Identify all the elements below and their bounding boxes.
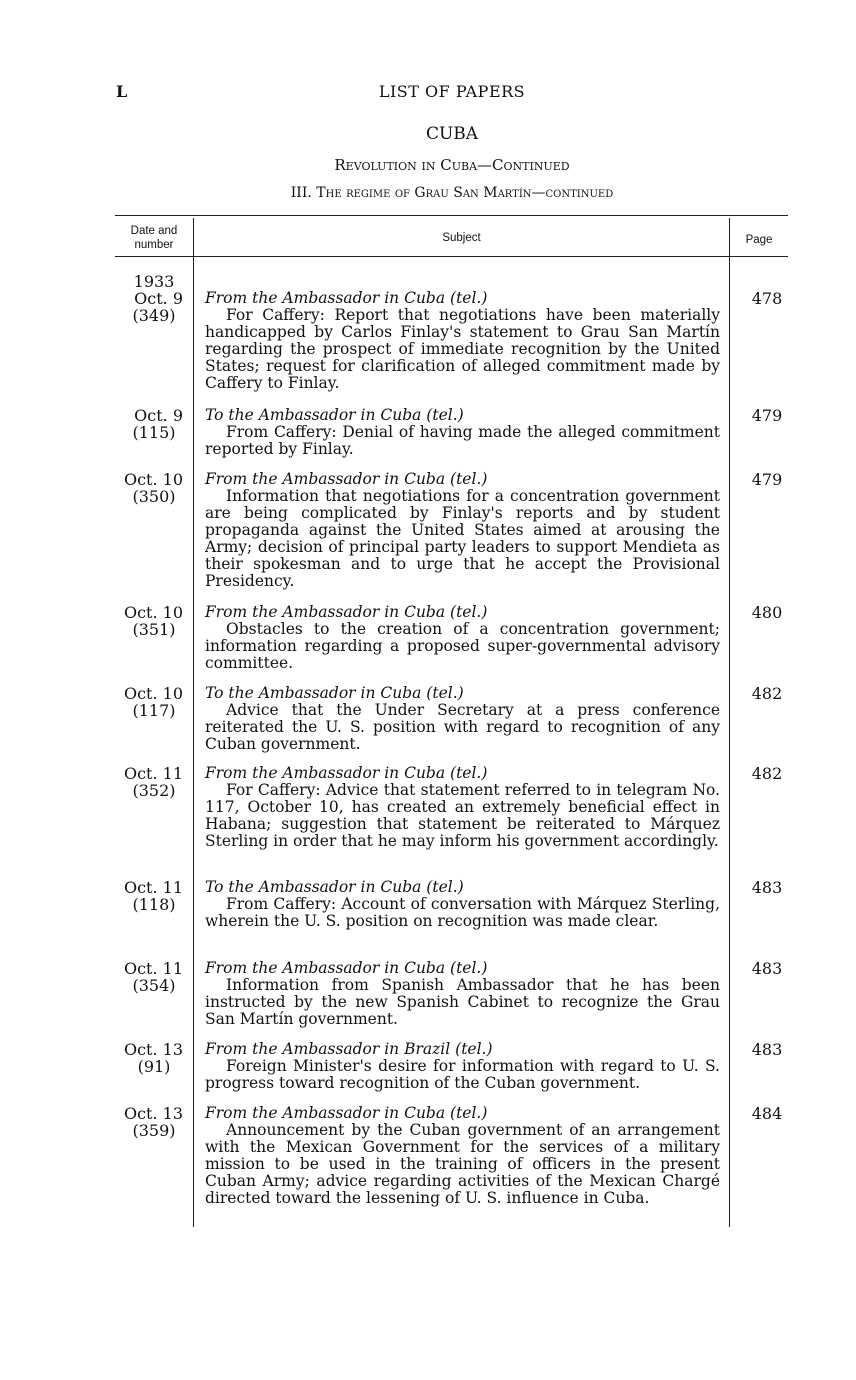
entry-page: 479 (751, 406, 783, 425)
entry-number: (354) (132, 976, 176, 995)
entry-subject (205, 471, 720, 590)
entry-date: Oct. 11 (123, 959, 183, 978)
entry-subject (205, 879, 720, 930)
entry-description: Obstacles to the creation of a concentration government; information regarding a proposed super-governmental advisory committee. (205, 620, 720, 672)
entry-title: From the Ambassador in Brazil (tel.) (205, 1040, 493, 1058)
column-header-page: Page (745, 234, 773, 246)
entry-number: (91) (137, 1057, 171, 1076)
entry-description: Information from Spanish Ambassador that he has been instructed by the new Spanish Cabinet to recognize the Grau San Martín government. (205, 976, 720, 1028)
running-title: LIST OF PAPERS (378, 82, 526, 101)
subsection-heading: III. The regime of Grau San Martín—continued (290, 185, 614, 201)
entry-description: Advice that the Under Secretary at a press conference reiterated the U. S. position with regard to recognition of any Cuban government. (205, 701, 720, 753)
entry-subject (205, 290, 720, 392)
entry-page: 483 (751, 1040, 783, 1059)
entry-page: 484 (751, 1104, 783, 1123)
entry-number: (352) (132, 781, 176, 800)
entry-page: 482 (751, 764, 783, 783)
entry-description: Information that negotiations for a concentration government are being complicated by Finlay's reports and by student propaganda against the United States aimed at arousing the Army; decision of principal party leaders to support Mendieta as their spokesman and to urge that he accept the Provisional Presidency. (205, 487, 720, 590)
entry-page: 480 (751, 603, 783, 622)
papers-table (115, 215, 788, 1227)
entry-title: From the Ambassador in Cuba (tel.) (205, 1104, 488, 1122)
entry-page: 478 (751, 289, 783, 308)
entry-date: Oct. 11 (123, 764, 183, 783)
entry-title: To the Ambassador in Cuba (tel.) (205, 684, 464, 702)
entry-date: Oct. 13 (123, 1040, 183, 1059)
entry-title: To the Ambassador in Cuba (tel.) (205, 406, 464, 424)
entry-title: From the Ambassador in Cuba (tel.) (205, 603, 488, 621)
entry-number: (117) (132, 701, 176, 720)
entry-subject (205, 765, 720, 850)
entry-date: Oct. 10 (123, 470, 183, 489)
column-divider (193, 218, 194, 1227)
entry-number: (350) (132, 487, 176, 506)
entry-description: Announcement by the Cuban government of an arrangement with the Mexican Government for the services of a military mission to be used in the training of officers in the present Cuban Army; advice regarding activities of the Mexican Chargé directed toward the lessening of U. S. influence in Cuba. (205, 1121, 720, 1207)
entry-subject (205, 685, 720, 753)
entry-number: (115) (132, 423, 176, 442)
entry-page: 479 (751, 470, 783, 489)
entry-description: For Caffery: Advice that statement referred to in telegram No. 117, October 10, has created an extremely beneficial effect in Habana; suggestion that statement be reiterated to Márquez Sterling in order that he may inform his government accordingly. (205, 781, 720, 850)
entry-title: From the Ambassador in Cuba (tel.) (205, 289, 488, 307)
entry-description: Foreign Minister's desire for information with regard to U. S. progress toward recognition of the Cuban government. (205, 1057, 720, 1092)
table-top-rule (115, 215, 788, 216)
entry-subject (205, 1041, 720, 1092)
entry-number: (351) (132, 620, 176, 639)
year-label: 1933 (133, 272, 175, 291)
entry-date: Oct. 10 (123, 684, 183, 703)
section-heading: Revolution in Cuba—Continued (334, 156, 570, 174)
entry-description: From Caffery: Denial of having made the alleged commitment reported by Finlay. (205, 423, 720, 458)
entry-number: (359) (132, 1121, 176, 1140)
entry-title: From the Ambassador in Cuba (tel.) (205, 470, 488, 488)
entry-title: To the Ambassador in Cuba (tel.) (205, 878, 464, 896)
entry-number: (118) (132, 895, 176, 914)
entry-title: From the Ambassador in Cuba (tel.) (205, 764, 488, 782)
entry-subject (205, 604, 720, 672)
entry-date: Oct. 10 (123, 603, 183, 622)
column-divider (729, 218, 730, 1227)
entry-page: 483 (751, 878, 783, 897)
column-header-subject: Subject (442, 232, 481, 244)
table-header-rule (115, 256, 788, 257)
page-number: L (116, 82, 128, 101)
entry-number: (349) (132, 306, 176, 325)
column-header-date: Date and number (130, 225, 178, 251)
entry-subject (205, 1105, 720, 1207)
country-heading: CUBA (425, 124, 479, 144)
entry-page: 483 (751, 959, 783, 978)
entry-page: 482 (751, 684, 783, 703)
entry-title: From the Ambassador in Cuba (tel.) (205, 959, 488, 977)
entry-description: From Caffery: Account of conversation with Márquez Sterling, wherein the U. S. position on recognition was made clear. (205, 895, 720, 930)
entry-date: Oct. 9 (134, 289, 183, 308)
entry-description: For Caffery: Report that negotiations have been materially handicapped by Carlos Finlay's statement to Grau San Martín regarding the prospect of immediate recognition by the United States; request for clarification of alleged commitment made by Caffery to Finlay. (205, 306, 720, 392)
entry-subject (205, 407, 720, 458)
entry-date: Oct. 13 (123, 1104, 183, 1123)
entry-subject (205, 960, 720, 1028)
entry-date: Oct. 9 (134, 406, 183, 425)
entry-date: Oct. 11 (123, 878, 183, 897)
